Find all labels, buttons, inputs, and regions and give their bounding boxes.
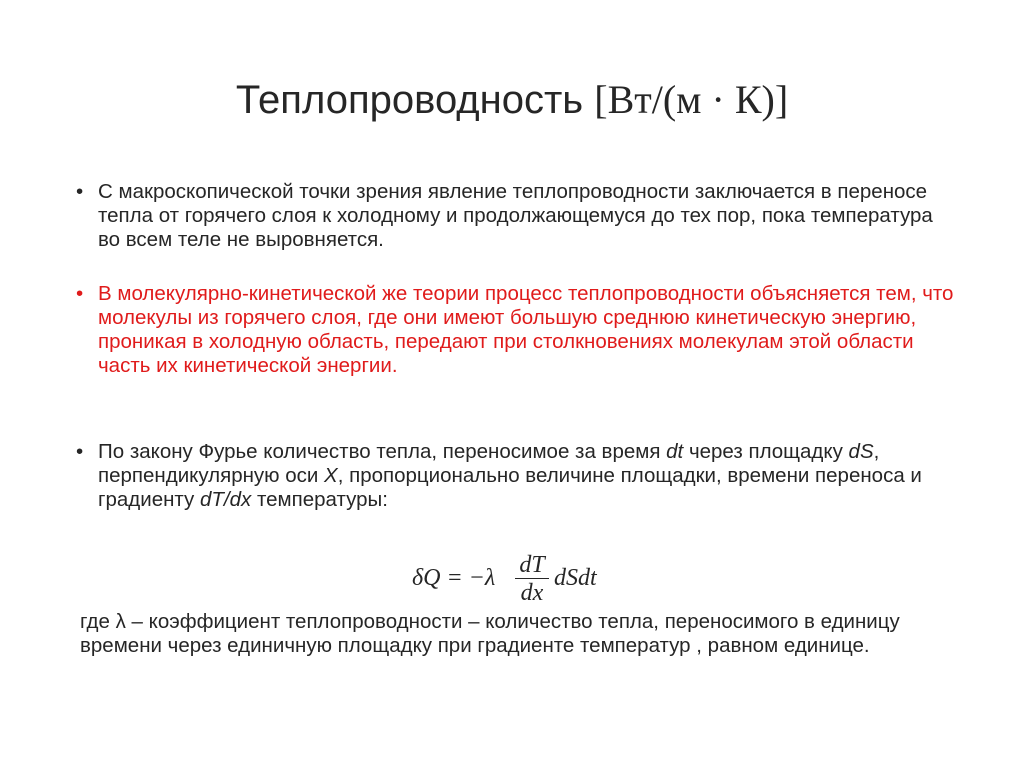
formula-fraction [514,552,550,607]
fourier-text-part: По закону Фурье количество тепла, переносимое за время [98,440,667,463]
slide-title [0,70,1024,130]
bullet-text: С макроскопической точки зрения явление теплопроводности заключается в переносе тепла от горячего слоя к холодному и продолжающемуся до тех пор, пока температура во всем теле не выровняется. [98,180,933,251]
coefficient-explanation: где λ – коэффициент теплопроводности – количество тепла, переносимого в единицу времени через единичную площадку при градиенте температур , равном единице. [80,610,900,657]
formula-numerator: dT [519,552,545,578]
slide-title-text: Теплопроводность [235,78,595,122]
fourier-text-part: через площадку [683,440,849,463]
symbol-x: X [324,464,338,487]
symbol-dT-dx: dT/dx [199,488,252,511]
symbol-dt: dt [666,440,684,463]
bullet-item-molecular-kinetic [76,282,956,378]
fourier-text-part: температуры: [251,488,388,511]
bullet-text: В молекулярно-кинетической же теории процесс теплопроводности объясняется тем, что молекулы из горячего слоя, где они имеют большую среднюю кинетическую энергию, проникая в холодную область, передают при столкновениях молекулам этой области часть их кинетической энергии. [98,282,954,377]
slide-title-unit: [Вт/(м · К)] [594,77,789,122]
formula-rhs: dSdt [554,565,597,591]
formula-lhs: δQ = −λ [412,565,496,591]
bullet-item-fourier-law [76,440,956,512]
symbol-ds: dS [848,440,874,463]
fourier-formula [412,552,632,612]
formula-denominator: dx [520,580,544,606]
bullet-marker: • [76,440,84,463]
bullet-marker: • [76,282,84,305]
bullet-text [98,440,956,512]
fourier-text-part: , пропорционально величине площадки, времени переноса и градиенту [98,464,922,511]
fourier-text-part: , перпендикулярную оси [98,440,880,487]
bullet-item-macroscopic [76,180,956,252]
bullet-marker: • [76,180,84,203]
